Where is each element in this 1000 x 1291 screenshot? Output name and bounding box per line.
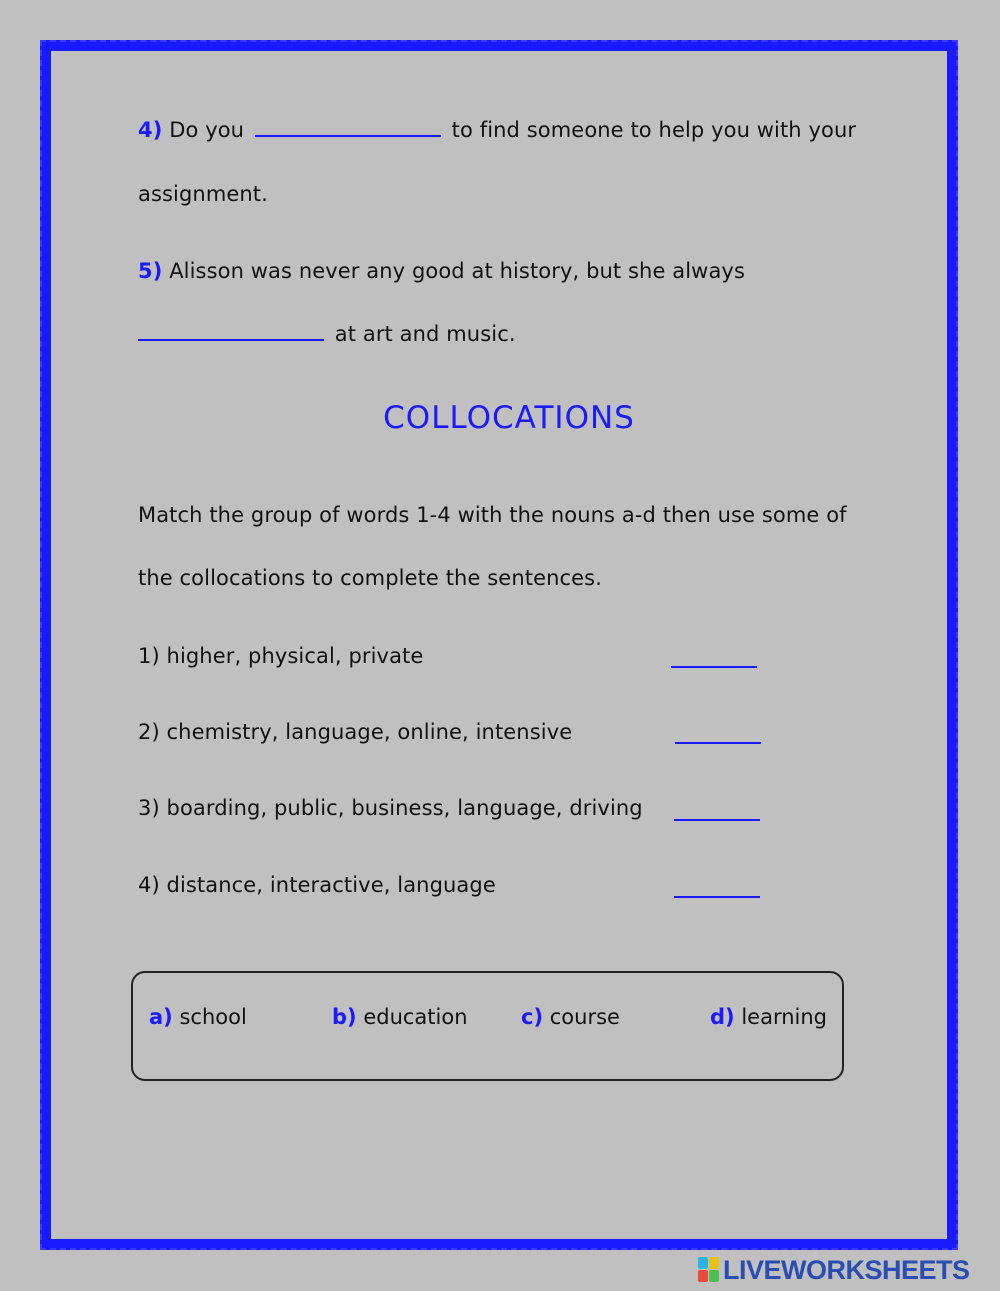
question-4 [138,118,856,142]
question-number: 5) [138,259,163,283]
question-text: to find someone to help you with your [451,118,857,142]
liveworksheets-logo [698,1254,970,1286]
matching-answer-blank-1[interactable] [671,666,757,668]
matching-item-3: 3) boarding, public, business, language, driving [138,796,643,820]
matching-item-1: 1) higher, physical, private [138,644,424,668]
instructions-line-1: Match the group of words 1-4 with the nouns a-d then use some of [138,503,847,527]
matching-item-2: 2) chemistry, language, online, intensive [138,720,573,744]
question-5 [138,259,745,283]
logo-text: LIVEWORKSHEETS [723,1254,970,1285]
question-5-continuation [138,322,516,346]
answer-blank[interactable] [255,134,441,137]
matching-answer-blank-3[interactable] [674,819,760,821]
question-text: at art and music. [334,322,516,346]
option-d [710,1005,827,1029]
logo-icon [698,1257,720,1283]
option-word: learning [741,1005,827,1029]
question-number: 4) [138,118,163,142]
option-c [521,1005,620,1029]
answer-blank[interactable] [138,338,324,341]
option-letter: b) [332,1005,357,1029]
question-text: Do you [169,118,245,142]
option-letter: a) [149,1005,173,1029]
question-4-continuation: assignment. [138,182,268,206]
option-word: school [179,1005,247,1029]
question-text: Alisson was never any good at history, but she always [169,259,745,283]
instructions-line-2: the collocations to complete the sentences. [138,566,602,590]
option-word: course [549,1005,620,1029]
option-b [332,1005,468,1029]
matching-answer-blank-2[interactable] [675,742,761,744]
option-letter: d) [710,1005,735,1029]
section-title: COLLOCATIONS [383,400,635,436]
matching-item-4: 4) distance, interactive, language [138,873,496,897]
option-a [149,1005,247,1029]
matching-answer-blank-4[interactable] [674,896,760,898]
option-word: education [363,1005,468,1029]
option-letter: c) [521,1005,544,1029]
